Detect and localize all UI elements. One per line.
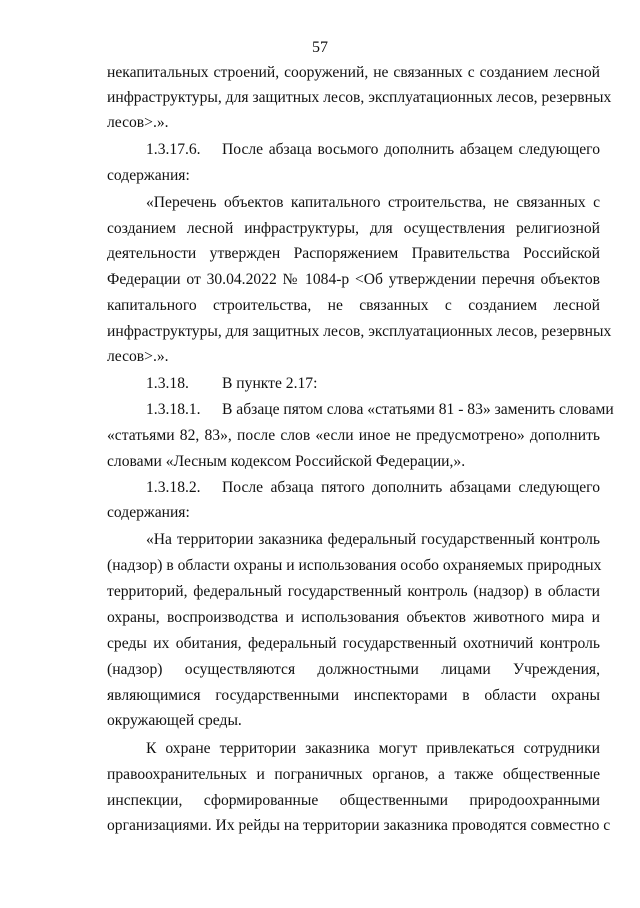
text-line: охраны, воспроизводства и использования объектов животного мира и bbox=[107, 609, 600, 626]
text-line: Федерации от 30.04.2022 № 1084-р <Об утверждении перечня объектов bbox=[107, 271, 600, 288]
text-line: лесов>.». bbox=[107, 114, 169, 131]
numbered-paragraph-line bbox=[146, 400, 614, 420]
text-line: правоохранительных и пограничных органов, а также общественные bbox=[107, 766, 600, 783]
text-line: словами «Лесным кодексом Российской Федерации,». bbox=[107, 453, 466, 470]
text-line: капитального строительства, не связанных с созданием лесной bbox=[107, 297, 600, 314]
paragraph-number: 1.3.18. bbox=[146, 375, 189, 392]
text-line: среды их обитания, федеральный государственный охотничий контроль bbox=[107, 635, 600, 652]
numbered-paragraph-line bbox=[146, 140, 600, 160]
text-line: территорий, федеральный государственный контроль (надзор) в области bbox=[107, 583, 600, 600]
text-line: «статьями 82, 83», после слов «если иное не предусмотрено» дополнить bbox=[107, 427, 600, 444]
text-line: После абзаца восьмого дополнить абзацем следующего bbox=[222, 141, 600, 158]
text-line: содержания: bbox=[107, 504, 190, 521]
numbered-paragraph-line bbox=[146, 478, 600, 498]
text-line: После абзаца пятого дополнить абзацами следующего bbox=[222, 479, 600, 496]
text-line: деятельности утвержден Распоряжением Правительства Российской bbox=[107, 245, 600, 262]
text-line: некапитальных строений, сооружений, не связанных с созданием лесной bbox=[107, 64, 600, 81]
text-line: лесов>.». bbox=[107, 348, 169, 365]
text-line: В абзаце пятом слова «статьями 81 - 83» заменить словами bbox=[222, 401, 614, 418]
text-line: инспекции, сформированные общественными природоохранными bbox=[107, 792, 600, 809]
paragraph-number: 1.3.17.6. bbox=[146, 141, 201, 158]
text-line: организациями. Их рейды на территории заказника проводятся совместно с bbox=[107, 817, 611, 834]
paragraph-number: 1.3.18.1. bbox=[146, 401, 201, 418]
text-line: окружающей среды. bbox=[107, 712, 242, 729]
text-line: содержания: bbox=[107, 167, 190, 184]
text-line: «Перечень объектов капитального строительства, не связанных с bbox=[146, 194, 600, 211]
text-line: (надзор) в области охраны и использования особо охраняемых природных bbox=[107, 557, 602, 574]
text-line: созданием лесной инфраструктуры, для осуществления религиозной bbox=[107, 220, 600, 237]
text-line: инфраструктуры, для защитных лесов, эксплуатационных лесов, резервных bbox=[107, 323, 612, 340]
page-number: 57 bbox=[312, 39, 328, 56]
text-line: К охране территории заказника могут привлекаться сотрудники bbox=[146, 740, 600, 757]
text-line: (надзор) осуществляются должностными лицами Учреждения, bbox=[107, 661, 600, 678]
numbered-paragraph-line bbox=[146, 374, 600, 394]
text-line: являющимися государственными инспекторами в области охраны bbox=[107, 687, 600, 704]
text-line: инфраструктуры, для защитных лесов, эксплуатационных лесов, резервных bbox=[107, 89, 612, 106]
text-line: В пункте 2.17: bbox=[222, 375, 318, 392]
text-line: «На территории заказника федеральный государственный контроль bbox=[146, 531, 600, 548]
paragraph-number: 1.3.18.2. bbox=[146, 479, 201, 496]
